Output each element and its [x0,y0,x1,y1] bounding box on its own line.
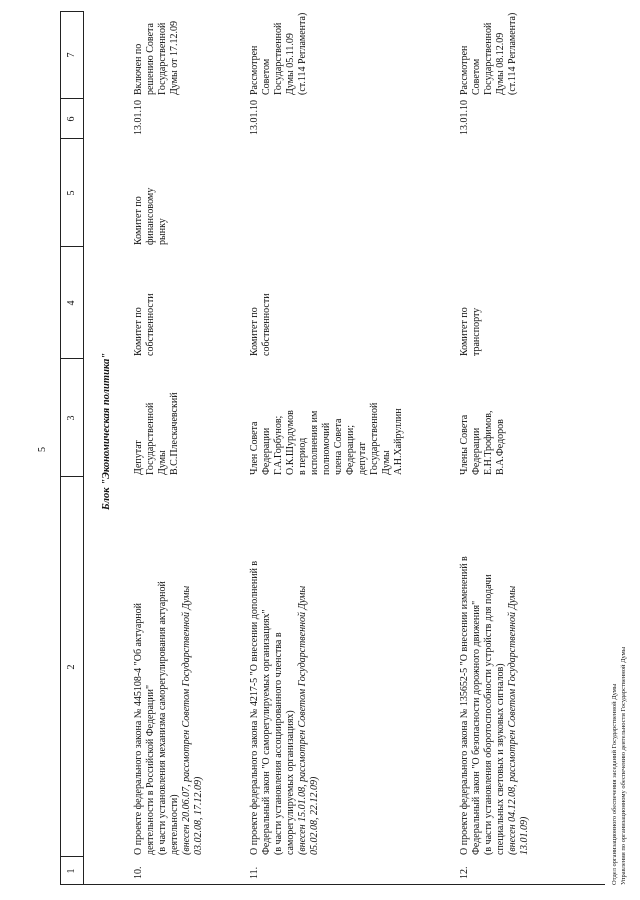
bill-title-text: О проекте федерального закона № 445108-4 "Об актуарной деятельности в Российской Федерации" (в части установления механизма саморегулирования актуарной деятельности) [133,581,180,855]
responsible-committee: Комитет по собственности [133,293,156,356]
header-col-6: 6 [66,116,77,122]
page-number: 5 [37,447,48,452]
co-committee: Комитет по финансовому рынку [133,187,168,245]
header-col-7: 7 [66,52,77,58]
responsible-committee: Комитет по транспорту [459,307,482,356]
header-col-3: 3 [66,415,77,421]
section-title: Блок "Экономическая политика" [101,352,112,510]
bill-note: (внесен 20.06.07, рассмотрен Советом Государственной Думы 03.02.08, 17.12.09) [181,585,204,855]
bill-title-text: О проекте федерального закона № 135652-5 "О внесении изменений в Федеральный закон "О безопасности дорожного движения" (в части установления оборотоспособности устройств для подачи специальных световых и звуковых сигналов) [459,556,506,855]
bill-note: (внесен 15.01.08, рассмотрен Советом Государственной Думы 05.02.08, 22.12.09) [297,585,320,855]
review-date: 13.01.10 [249,100,260,135]
table-header [61,11,84,885]
bill-title [249,555,321,855]
row-number: 10. [133,866,144,879]
agenda-table [60,11,605,885]
review-date: 13.01.10 [133,100,144,135]
bill-author: Члены Совета Федерации Е.Н.Трофимов, В.А.Федоров [459,410,506,475]
header-col-2: 2 [66,664,77,670]
table-left-border [61,884,605,885]
document-footer [610,647,628,885]
bill-status: Рассмотрен Советом Государственной Думы 08.12.09 (ст.114 Регламента) [459,12,518,95]
header-col-1: 1 [66,868,77,874]
bill-status: Рассмотрен Советом Государственной Думы 05.11.09 (ст.114 Регламента) [249,12,308,95]
bill-author: Депутат Государственной Думы В.С.Плескачевский [133,392,180,475]
review-date: 13.01.10 [459,100,470,135]
header-col-5: 5 [66,190,77,196]
bill-author: Член Совета Федерации Г.А.Горбунов; О.К.Шурдумов в период исполнения им полномочий члена Совета Федерации; депутат Государственной Думы А.Н.Хайруллин [249,402,404,475]
bill-title-text: О проекте федерального закона № 4217-5 "О внесении дополнений в Федеральный закон "О саморегулируемых организациях" (в части установления ассоциированного членства в саморегулируемых организациях) [249,560,296,855]
bill-title [133,555,205,855]
bill-note: (внесен 04.12.08, рассмотрен Советом Государственной Думы 13.01.09) [507,585,530,855]
row-number: 12. [459,866,470,879]
table-right-border [61,11,83,12]
bill-title [459,555,531,855]
row-number: 11. [249,866,260,879]
header-col-4: 4 [66,300,77,306]
responsible-committee: Комитет по собственности [249,293,272,356]
footer-line: Управления по организационному обеспечению деятельности Государственной Думы [620,646,627,885]
footer-line: Отдел организационного обеспечения заседаний Государственной Думы [611,683,618,885]
bill-status: Включен по решению Совета Государственной Думы от 17.12.09 [133,21,180,95]
